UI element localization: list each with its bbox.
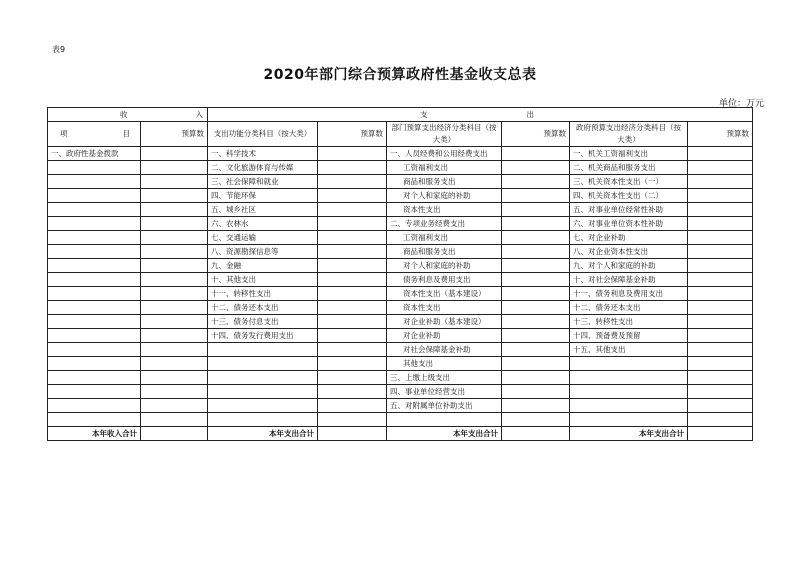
gov-budget-cell <box>688 189 753 203</box>
table-row <box>48 217 753 231</box>
func-category-cell <box>208 343 318 357</box>
func-budget-cell <box>318 161 387 175</box>
item-header-b: 目 <box>122 129 130 138</box>
income-total-label: 本年收入合计 <box>48 427 141 441</box>
income-budget-cell <box>141 315 208 329</box>
func-budget-cell <box>318 357 387 371</box>
dept-econ-cell: 债务利息及费用支出 <box>387 273 502 287</box>
income-item-cell <box>48 259 141 273</box>
income-budget-cell <box>141 189 208 203</box>
gov-budget-cell <box>688 217 753 231</box>
func-budget-cell <box>318 329 387 343</box>
dept-budget-cell <box>502 413 570 427</box>
gov-budget-cell <box>688 343 753 357</box>
income-item-cell <box>48 329 141 343</box>
func-category-cell: 四、节能环保 <box>208 189 318 203</box>
dept-budget-cell <box>502 273 570 287</box>
func-category-cell: 十三、债务付息支出 <box>208 315 318 329</box>
gov-econ-cell: 十三、转移性支出 <box>570 315 688 329</box>
income-header-char: 收 <box>120 109 128 119</box>
func-category-cell: 二、文化旅游体育与传媒 <box>208 161 318 175</box>
income-budget-cell <box>141 217 208 231</box>
expense-group-header <box>208 108 753 122</box>
func-category-cell: 十一、转移性支出 <box>208 287 318 301</box>
dept-econ-cell: 五、对附属单位补助支出 <box>387 399 502 413</box>
func-budget-cell <box>318 343 387 357</box>
func-budget-cell <box>318 413 387 427</box>
income-item-cell <box>48 399 141 413</box>
gov-budget-cell <box>688 259 753 273</box>
table-number: 表9 <box>52 45 66 54</box>
dept-econ-cell: 对企业补助 <box>387 329 502 343</box>
func-category-cell: 六、农林水 <box>208 217 318 231</box>
dept-econ-cell: 对个人和家庭的补助 <box>387 189 502 203</box>
func-budget-cell <box>318 217 387 231</box>
func-category-cell <box>208 413 318 427</box>
income-item-cell <box>48 203 141 217</box>
gov-econ-cell <box>570 399 688 413</box>
func-category-cell: 七、交通运输 <box>208 231 318 245</box>
table-row <box>48 413 753 427</box>
dept-budget-cell <box>502 371 570 385</box>
dept-econ-cell: 资本性支出 <box>387 203 502 217</box>
income-item-cell <box>48 161 141 175</box>
gov-budget-cell <box>688 161 753 175</box>
income-budget-cell <box>141 147 208 161</box>
gov-econ-cell: 九、对个人和家庭的补助 <box>570 259 688 273</box>
func-budget-cell <box>318 259 387 273</box>
gov-total-label: 本年支出合计 <box>570 427 688 441</box>
func-budget-cell <box>318 385 387 399</box>
gov-econ-cell: 十二、债务还本支出 <box>570 301 688 315</box>
table-row <box>48 399 753 413</box>
table-row <box>48 371 753 385</box>
dept-budget-cell <box>502 259 570 273</box>
dept-budget-cell <box>502 301 570 315</box>
gov-budget-cell <box>688 371 753 385</box>
dept-econ-cell: 一、人员经费和公用经费支出 <box>387 147 502 161</box>
item-header-a: 项 <box>60 129 68 138</box>
func-category-cell: 五、城乡社区 <box>208 203 318 217</box>
gov-econ-cell: 五、对事业单位经常性补助 <box>570 203 688 217</box>
income-header-tail: 入 <box>195 109 203 119</box>
func-category-cell: 九、金融 <box>208 259 318 273</box>
func-budget-cell <box>318 371 387 385</box>
func-category-cell <box>208 371 318 385</box>
dept-budget-cell <box>502 399 570 413</box>
dept-budget-cell <box>502 357 570 371</box>
gov-budget-cell <box>688 301 753 315</box>
gov-econ-cell: 十四、预备费及预留 <box>570 329 688 343</box>
func-budget-cell <box>318 203 387 217</box>
income-item-cell <box>48 245 141 259</box>
table-row <box>48 161 753 175</box>
dept-total-value <box>502 427 570 441</box>
table-row <box>48 301 753 315</box>
func-category-cell <box>208 399 318 413</box>
income-item-cell <box>48 189 141 203</box>
gov-econ-header: 政府预算支出经济分类科目（按大类） <box>570 122 688 147</box>
func-category-cell: 十四、债务发行费用支出 <box>208 329 318 343</box>
func-category-cell <box>208 357 318 371</box>
income-item-cell <box>48 273 141 287</box>
dept-budget-cell <box>502 385 570 399</box>
dept-budget-cell <box>502 217 570 231</box>
table-row <box>48 357 753 371</box>
gov-econ-cell <box>570 357 688 371</box>
income-budget-cell <box>141 343 208 357</box>
income-budget-cell <box>141 413 208 427</box>
dept-budget-cell <box>502 147 570 161</box>
gov-econ-cell: 三、机关资本性支出（一） <box>570 175 688 189</box>
gov-budget-cell <box>688 203 753 217</box>
item-header <box>48 122 141 147</box>
income-budget-cell <box>141 259 208 273</box>
dept-budget-cell <box>502 175 570 189</box>
income-budget-cell <box>141 399 208 413</box>
gov-budget-cell <box>688 287 753 301</box>
table-row <box>48 315 753 329</box>
dept-econ-cell: 资本性支出（基本建设） <box>387 287 502 301</box>
table-row <box>48 203 753 217</box>
func-budget-cell <box>318 315 387 329</box>
dept-budget-cell <box>502 189 570 203</box>
gov-econ-cell: 十一、债务利息及费用支出 <box>570 287 688 301</box>
table-row <box>48 259 753 273</box>
func-total-value <box>318 427 387 441</box>
func-budget-cell <box>318 287 387 301</box>
income-item-cell <box>48 301 141 315</box>
func-budget-cell <box>318 245 387 259</box>
income-item-cell <box>48 343 141 357</box>
func-budget-cell <box>318 231 387 245</box>
dept-budget-cell <box>502 315 570 329</box>
income-item-cell <box>48 413 141 427</box>
income-budget-header: 预算数 <box>141 122 208 147</box>
func-category-cell: 八、资源勘探信息等 <box>208 245 318 259</box>
expense-header-char: 支 <box>420 109 428 119</box>
income-item-cell <box>48 287 141 301</box>
table-row <box>48 245 753 259</box>
gov-econ-cell <box>570 385 688 399</box>
dept-total-label: 本年支出合计 <box>387 427 502 441</box>
func-budget-cell <box>318 175 387 189</box>
dept-budget-cell <box>502 231 570 245</box>
gov-total-value <box>688 427 753 441</box>
table-row <box>48 385 753 399</box>
gov-econ-cell: 六、对事业单位资本性补助 <box>570 217 688 231</box>
dept-econ-cell: 二、专项业务经费支出 <box>387 217 502 231</box>
header-row-columns <box>48 122 753 147</box>
dept-econ-cell: 工资福利支出 <box>387 161 502 175</box>
gov-econ-cell: 四、机关资本性支出（二） <box>570 189 688 203</box>
dept-econ-cell: 对企业补助（基本建设） <box>387 315 502 329</box>
income-budget-cell <box>141 371 208 385</box>
dept-budget-cell <box>502 161 570 175</box>
unit-label: 单位：万元 <box>718 99 764 109</box>
income-item-cell: 一、政府性基金拨款 <box>48 147 141 161</box>
income-item-cell <box>48 175 141 189</box>
gov-budget-cell <box>688 273 753 287</box>
func-budget-header: 预算数 <box>318 122 387 147</box>
gov-budget-cell <box>688 315 753 329</box>
gov-econ-cell <box>570 413 688 427</box>
budget-table <box>47 107 753 441</box>
table-row <box>48 175 753 189</box>
dept-econ-cell: 四、事业单位经营支出 <box>387 385 502 399</box>
dept-econ-cell: 其他支出 <box>387 357 502 371</box>
header-row-group <box>48 108 753 122</box>
gov-econ-cell: 一、机关工资福利支出 <box>570 147 688 161</box>
dept-econ-header: 部门预算支出经济分类科目（按大类） <box>387 122 502 147</box>
gov-budget-header: 预算数 <box>688 122 753 147</box>
dept-econ-cell: 商品和服务支出 <box>387 245 502 259</box>
income-item-cell <box>48 371 141 385</box>
func-budget-cell <box>318 273 387 287</box>
page-title: 2020年部门综合预算政府性基金收支总表 <box>263 67 537 83</box>
table-row <box>48 343 753 357</box>
func-category-cell: 十、其他支出 <box>208 273 318 287</box>
func-budget-cell <box>318 301 387 315</box>
dept-budget-cell <box>502 287 570 301</box>
income-budget-cell <box>141 203 208 217</box>
gov-budget-cell <box>688 175 753 189</box>
income-budget-cell <box>141 273 208 287</box>
income-budget-cell <box>141 231 208 245</box>
income-budget-cell <box>141 161 208 175</box>
table-row <box>48 329 753 343</box>
gov-econ-cell: 七、对企业补助 <box>570 231 688 245</box>
dept-econ-cell: 对个人和家庭的补助 <box>387 259 502 273</box>
gov-econ-cell: 八、对企业资本性支出 <box>570 245 688 259</box>
income-item-cell <box>48 315 141 329</box>
gov-econ-cell: 二、机关商品和服务支出 <box>570 161 688 175</box>
income-item-cell <box>48 385 141 399</box>
dept-budget-header: 预算数 <box>502 122 570 147</box>
gov-budget-cell <box>688 385 753 399</box>
income-item-cell <box>48 217 141 231</box>
gov-budget-cell <box>688 413 753 427</box>
dept-econ-cell: 三、上缴上级支出 <box>387 371 502 385</box>
total-row <box>48 427 753 441</box>
gov-budget-cell <box>688 399 753 413</box>
dept-econ-cell: 对社会保障基金补助 <box>387 343 502 357</box>
income-budget-cell <box>141 287 208 301</box>
income-budget-cell <box>141 301 208 315</box>
dept-budget-cell <box>502 245 570 259</box>
func-category-cell: 十二、债务还本支出 <box>208 301 318 315</box>
func-budget-cell <box>318 399 387 413</box>
gov-budget-cell <box>688 245 753 259</box>
dept-econ-cell: 工资福利支出 <box>387 231 502 245</box>
table-row <box>48 287 753 301</box>
dept-econ-cell <box>387 413 502 427</box>
expense-header-tail: 出 <box>526 109 535 119</box>
income-budget-cell <box>141 245 208 259</box>
gov-econ-cell <box>570 371 688 385</box>
func-total-label: 本年支出合计 <box>208 427 318 441</box>
dept-budget-cell <box>502 329 570 343</box>
dept-econ-cell: 商品和服务支出 <box>387 175 502 189</box>
dept-econ-cell: 资本性支出 <box>387 301 502 315</box>
income-budget-cell <box>141 357 208 371</box>
gov-budget-cell <box>688 357 753 371</box>
gov-econ-cell: 十五、其他支出 <box>570 343 688 357</box>
income-budget-cell <box>141 329 208 343</box>
gov-econ-cell: 十、对社会保障基金补助 <box>570 273 688 287</box>
func-category-cell: 三、社会保障和就业 <box>208 175 318 189</box>
table-row <box>48 231 753 245</box>
table-row <box>48 189 753 203</box>
gov-budget-cell <box>688 329 753 343</box>
income-budget-cell <box>141 385 208 399</box>
func-category-cell <box>208 385 318 399</box>
income-item-cell <box>48 231 141 245</box>
func-budget-cell <box>318 147 387 161</box>
table-row <box>48 147 753 161</box>
income-total-value <box>141 427 208 441</box>
gov-budget-cell <box>688 147 753 161</box>
func-budget-cell <box>318 189 387 203</box>
dept-budget-cell <box>502 203 570 217</box>
income-budget-cell <box>141 175 208 189</box>
gov-budget-cell <box>688 231 753 245</box>
income-group-header <box>48 108 208 122</box>
dept-budget-cell <box>502 343 570 357</box>
income-item-cell <box>48 357 141 371</box>
table-row <box>48 273 753 287</box>
func-category-cell: 一、科学技术 <box>208 147 318 161</box>
func-category-header: 支出功能分类科目（按大类） <box>208 122 318 147</box>
